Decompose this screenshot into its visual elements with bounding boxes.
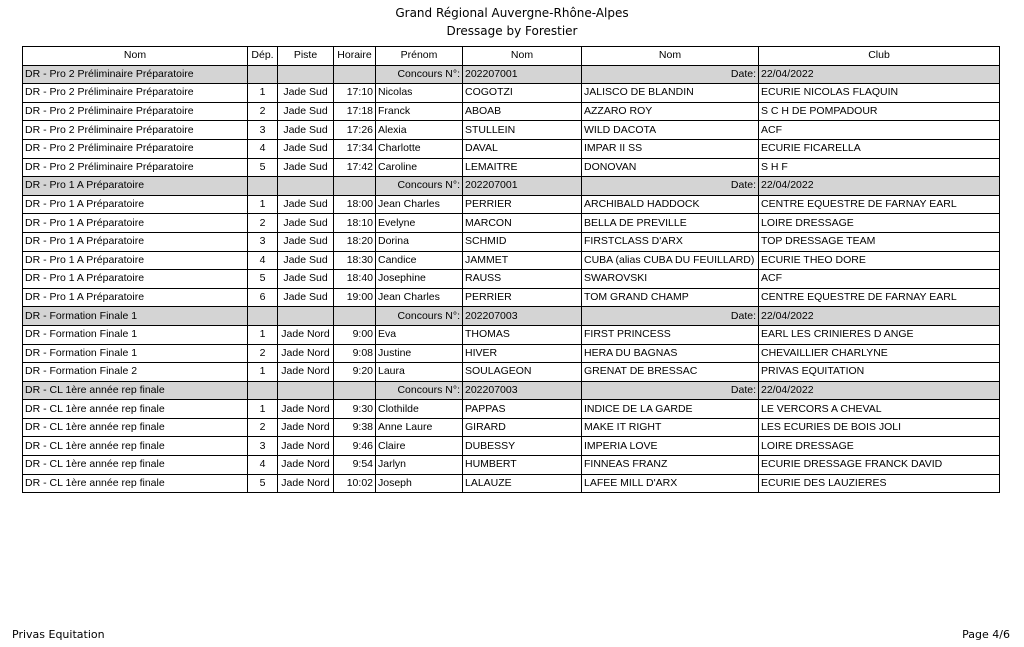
- cell-nom-cheval: IMPERIA LOVE: [582, 437, 759, 456]
- section-name: DR - Formation Finale 1: [23, 307, 248, 326]
- cell-epreuve: DR - CL 1ère année rep finale: [23, 400, 248, 419]
- cell-nom-cheval: ARCHIBALD HADDOCK: [582, 195, 759, 214]
- cell-nom-cavalier: PAPPAS: [463, 400, 582, 419]
- table-body: [23, 65, 1000, 493]
- table-row: [23, 158, 1000, 177]
- footer-page-number: Page 4/6: [962, 628, 1010, 641]
- cell-piste: Jade Nord: [278, 325, 334, 344]
- cell-piste: Jade Sud: [278, 270, 334, 289]
- cell-club: ECURIE THEO DORE: [759, 251, 1000, 270]
- cell-horaire: 18:30: [334, 251, 376, 270]
- cell-nom-cavalier: HIVER: [463, 344, 582, 363]
- cell-piste: Jade Nord: [278, 456, 334, 475]
- table-header-row: [23, 47, 1000, 66]
- cell-prenom: Alexia: [376, 121, 463, 140]
- cell-horaire: 9:08: [334, 344, 376, 363]
- cell-piste: Jade Nord: [278, 418, 334, 437]
- cell-epreuve: DR - Pro 1 A Préparatoire: [23, 232, 248, 251]
- cell-piste: Jade Nord: [278, 474, 334, 493]
- page-title: Grand Régional Auvergne-Rhône-Alpes: [395, 6, 629, 20]
- section-empty-cell: [278, 65, 334, 84]
- cell-prenom: Caroline: [376, 158, 463, 177]
- cell-nom-cheval: WILD DACOTA: [582, 121, 759, 140]
- cell-epreuve: DR - CL 1ère année rep finale: [23, 456, 248, 475]
- cell-nom-cheval: BELLA DE PREVILLE: [582, 214, 759, 233]
- cell-prenom: Claire: [376, 437, 463, 456]
- cell-club: LOIRE DRESSAGE: [759, 437, 1000, 456]
- col-header-dep: Dép.: [248, 47, 278, 66]
- cell-prenom: Jean Charles: [376, 288, 463, 307]
- table-row: [23, 418, 1000, 437]
- cell-prenom: Jean Charles: [376, 195, 463, 214]
- cell-piste: Jade Sud: [278, 195, 334, 214]
- cell-epreuve: DR - Pro 2 Préliminaire Préparatoire: [23, 84, 248, 103]
- table-row: [23, 474, 1000, 493]
- cell-epreuve: DR - Pro 1 A Préparatoire: [23, 270, 248, 289]
- cell-piste: Jade Sud: [278, 251, 334, 270]
- cell-nom-cheval: HERA DU BAGNAS: [582, 344, 759, 363]
- cell-horaire: 9:30: [334, 400, 376, 419]
- concours-label: Concours N°:: [376, 65, 463, 84]
- cell-piste: Jade Sud: [278, 214, 334, 233]
- cell-horaire: 10:02: [334, 474, 376, 493]
- table-row: [23, 325, 1000, 344]
- cell-horaire: 9:38: [334, 418, 376, 437]
- cell-epreuve: DR - Pro 1 A Préparatoire: [23, 251, 248, 270]
- cell-dep: 6: [248, 288, 278, 307]
- cell-prenom: Franck: [376, 102, 463, 121]
- cell-horaire: 9:54: [334, 456, 376, 475]
- section-date: 22/04/2022: [759, 307, 1000, 326]
- cell-prenom: Laura: [376, 363, 463, 382]
- concours-label: Concours N°:: [376, 307, 463, 326]
- cell-piste: Jade Sud: [278, 84, 334, 103]
- footer-organizer: Privas Equitation: [12, 628, 105, 641]
- table-row: [23, 232, 1000, 251]
- cell-dep: 1: [248, 325, 278, 344]
- col-header-nom-cavalier: Nom: [463, 47, 582, 66]
- table-row: [23, 139, 1000, 158]
- cell-dep: 3: [248, 121, 278, 140]
- cell-prenom: Justine: [376, 344, 463, 363]
- table-row: [23, 400, 1000, 419]
- cell-nom-cheval: TOM GRAND CHAMP: [582, 288, 759, 307]
- cell-epreuve: DR - Formation Finale 1: [23, 325, 248, 344]
- cell-club: ECURIE DRESSAGE FRANCK DAVID: [759, 456, 1000, 475]
- table-row: [23, 102, 1000, 121]
- cell-club: ACF: [759, 270, 1000, 289]
- cell-nom-cheval: JALISCO DE BLANDIN: [582, 84, 759, 103]
- cell-club: ECURIE NICOLAS FLAQUIN: [759, 84, 1000, 103]
- start-list-table: [22, 46, 1000, 493]
- section-empty-cell: [248, 65, 278, 84]
- cell-piste: Jade Nord: [278, 344, 334, 363]
- cell-prenom: Evelyne: [376, 214, 463, 233]
- cell-horaire: 17:18: [334, 102, 376, 121]
- cell-nom-cavalier: MARCON: [463, 214, 582, 233]
- cell-piste: Jade Sud: [278, 232, 334, 251]
- cell-nom-cavalier: STULLEIN: [463, 121, 582, 140]
- cell-dep: 4: [248, 139, 278, 158]
- table-row: [23, 363, 1000, 382]
- cell-club: S H F: [759, 158, 1000, 177]
- cell-nom-cheval: DONOVAN: [582, 158, 759, 177]
- cell-horaire: 18:20: [334, 232, 376, 251]
- cell-prenom: Candice: [376, 251, 463, 270]
- cell-club: TOP DRESSAGE TEAM: [759, 232, 1000, 251]
- cell-nom-cheval: AZZARO ROY: [582, 102, 759, 121]
- date-label: Date:: [582, 381, 759, 400]
- cell-epreuve: DR - Formation Finale 2: [23, 363, 248, 382]
- cell-nom-cheval: FIRSTCLASS D'ARX: [582, 232, 759, 251]
- cell-dep: 3: [248, 437, 278, 456]
- cell-nom-cavalier: ABOAB: [463, 102, 582, 121]
- cell-epreuve: DR - Pro 2 Préliminaire Préparatoire: [23, 139, 248, 158]
- cell-epreuve: DR - Pro 1 A Préparatoire: [23, 288, 248, 307]
- date-label: Date:: [582, 307, 759, 326]
- col-header-horaire: Horaire: [334, 47, 376, 66]
- concours-number: 202207001: [463, 177, 582, 196]
- section-empty-cell: [334, 65, 376, 84]
- cell-prenom: Eva: [376, 325, 463, 344]
- cell-club: LOIRE DRESSAGE: [759, 214, 1000, 233]
- table-row: [23, 456, 1000, 475]
- col-header-piste: Piste: [278, 47, 334, 66]
- date-label: Date:: [582, 177, 759, 196]
- cell-nom-cavalier: LEMAITRE: [463, 158, 582, 177]
- cell-nom-cheval: SWAROVSKI: [582, 270, 759, 289]
- cell-dep: 2: [248, 102, 278, 121]
- section-empty-cell: [248, 177, 278, 196]
- section-date: 22/04/2022: [759, 65, 1000, 84]
- cell-club: ACF: [759, 121, 1000, 140]
- section-empty-cell: [278, 381, 334, 400]
- table-row: [23, 214, 1000, 233]
- cell-club: LES ECURIES DE BOIS JOLI: [759, 418, 1000, 437]
- cell-horaire: 17:42: [334, 158, 376, 177]
- cell-piste: Jade Nord: [278, 400, 334, 419]
- cell-epreuve: DR - CL 1ère année rep finale: [23, 418, 248, 437]
- cell-piste: Jade Sud: [278, 158, 334, 177]
- cell-nom-cheval: FIRST PRINCESS: [582, 325, 759, 344]
- cell-dep: 1: [248, 84, 278, 103]
- cell-epreuve: DR - Formation Finale 1: [23, 344, 248, 363]
- cell-piste: Jade Sud: [278, 139, 334, 158]
- col-header-nom-cheval: Nom: [582, 47, 759, 66]
- cell-prenom: Anne Laure: [376, 418, 463, 437]
- cell-dep: 1: [248, 195, 278, 214]
- section-header-row: [23, 307, 1000, 326]
- cell-club: ECURIE DES LAUZIERES: [759, 474, 1000, 493]
- table-row: [23, 437, 1000, 456]
- cell-horaire: 18:10: [334, 214, 376, 233]
- section-empty-cell: [334, 307, 376, 326]
- cell-piste: Jade Nord: [278, 363, 334, 382]
- section-header-row: [23, 177, 1000, 196]
- cell-nom-cavalier: THOMAS: [463, 325, 582, 344]
- cell-prenom: Joseph: [376, 474, 463, 493]
- section-name: DR - Pro 2 Préliminaire Préparatoire: [23, 65, 248, 84]
- cell-nom-cavalier: COGOTZI: [463, 84, 582, 103]
- cell-nom-cavalier: SCHMID: [463, 232, 582, 251]
- table-row: [23, 288, 1000, 307]
- cell-horaire: 17:34: [334, 139, 376, 158]
- cell-nom-cavalier: PERRIER: [463, 195, 582, 214]
- cell-epreuve: DR - Pro 2 Préliminaire Préparatoire: [23, 102, 248, 121]
- table-row: [23, 195, 1000, 214]
- cell-prenom: Charlotte: [376, 139, 463, 158]
- cell-dep: 4: [248, 456, 278, 475]
- cell-dep: 2: [248, 344, 278, 363]
- cell-horaire: 9:00: [334, 325, 376, 344]
- cell-nom-cavalier: DAVAL: [463, 139, 582, 158]
- concours-label: Concours N°:: [376, 381, 463, 400]
- concours-number: 202207001: [463, 65, 582, 84]
- cell-nom-cheval: IMPAR II SS: [582, 139, 759, 158]
- cell-nom-cavalier: PERRIER: [463, 288, 582, 307]
- cell-prenom: Nicolas: [376, 84, 463, 103]
- cell-nom-cavalier: DUBESSY: [463, 437, 582, 456]
- cell-club: LE VERCORS A CHEVAL: [759, 400, 1000, 419]
- cell-epreuve: DR - CL 1ère année rep finale: [23, 474, 248, 493]
- section-name: DR - CL 1ère année rep finale: [23, 381, 248, 400]
- cell-horaire: 18:00: [334, 195, 376, 214]
- cell-dep: 2: [248, 214, 278, 233]
- col-header-epreuve: Nom: [23, 47, 248, 66]
- col-header-club: Club: [759, 47, 1000, 66]
- cell-nom-cavalier: HUMBERT: [463, 456, 582, 475]
- cell-dep: 1: [248, 400, 278, 419]
- cell-nom-cheval: MAKE IT RIGHT: [582, 418, 759, 437]
- cell-prenom: Josephine: [376, 270, 463, 289]
- table-row: [23, 251, 1000, 270]
- table-row: [23, 121, 1000, 140]
- concours-label: Concours N°:: [376, 177, 463, 196]
- cell-club: EARL LES CRINIERES D ANGE: [759, 325, 1000, 344]
- cell-dep: 4: [248, 251, 278, 270]
- section-empty-cell: [278, 307, 334, 326]
- cell-dep: 2: [248, 418, 278, 437]
- cell-epreuve: DR - Pro 1 A Préparatoire: [23, 195, 248, 214]
- cell-nom-cavalier: GIRARD: [463, 418, 582, 437]
- section-empty-cell: [248, 307, 278, 326]
- cell-nom-cheval: GRENAT DE BRESSAC: [582, 363, 759, 382]
- cell-club: S C H DE POMPADOUR: [759, 102, 1000, 121]
- section-header-row: [23, 381, 1000, 400]
- cell-epreuve: DR - Pro 2 Préliminaire Préparatoire: [23, 158, 248, 177]
- cell-epreuve: DR - Pro 2 Préliminaire Préparatoire: [23, 121, 248, 140]
- table-row: [23, 344, 1000, 363]
- cell-prenom: Clothilde: [376, 400, 463, 419]
- section-date: 22/04/2022: [759, 381, 1000, 400]
- section-date: 22/04/2022: [759, 177, 1000, 196]
- cell-piste: Jade Nord: [278, 437, 334, 456]
- table-row: [23, 84, 1000, 103]
- cell-prenom: Dorina: [376, 232, 463, 251]
- cell-dep: 1: [248, 363, 278, 382]
- cell-nom-cheval: LAFEE MILL D'ARX: [582, 474, 759, 493]
- col-header-prenom: Prénom: [376, 47, 463, 66]
- cell-horaire: 17:10: [334, 84, 376, 103]
- section-empty-cell: [278, 177, 334, 196]
- table-row: [23, 270, 1000, 289]
- cell-horaire: 17:26: [334, 121, 376, 140]
- cell-horaire: 19:00: [334, 288, 376, 307]
- cell-nom-cavalier: JAMMET: [463, 251, 582, 270]
- cell-epreuve: DR - CL 1ère année rep finale: [23, 437, 248, 456]
- page-subtitle: Dressage by Forestier: [446, 24, 578, 38]
- cell-club: CENTRE EQUESTRE DE FARNAY EARL: [759, 288, 1000, 307]
- cell-prenom: Jarlyn: [376, 456, 463, 475]
- section-empty-cell: [248, 381, 278, 400]
- cell-club: ECURIE FICARELLA: [759, 139, 1000, 158]
- cell-horaire: 9:46: [334, 437, 376, 456]
- cell-piste: Jade Sud: [278, 102, 334, 121]
- cell-epreuve: DR - Pro 1 A Préparatoire: [23, 214, 248, 233]
- cell-piste: Jade Sud: [278, 288, 334, 307]
- concours-number: 202207003: [463, 307, 582, 326]
- cell-club: PRIVAS EQUITATION: [759, 363, 1000, 382]
- cell-club: CENTRE EQUESTRE DE FARNAY EARL: [759, 195, 1000, 214]
- section-header-row: [23, 65, 1000, 84]
- cell-piste: Jade Sud: [278, 121, 334, 140]
- cell-nom-cavalier: RAUSS: [463, 270, 582, 289]
- date-label: Date:: [582, 65, 759, 84]
- section-empty-cell: [334, 177, 376, 196]
- cell-horaire: 18:40: [334, 270, 376, 289]
- cell-nom-cheval: CUBA (alias CUBA DU FEUILLARD): [582, 251, 759, 270]
- cell-horaire: 9:20: [334, 363, 376, 382]
- cell-dep: 5: [248, 158, 278, 177]
- concours-number: 202207003: [463, 381, 582, 400]
- section-name: DR - Pro 1 A Préparatoire: [23, 177, 248, 196]
- cell-nom-cavalier: SOULAGEON: [463, 363, 582, 382]
- section-empty-cell: [334, 381, 376, 400]
- cell-dep: 5: [248, 474, 278, 493]
- cell-dep: 3: [248, 232, 278, 251]
- cell-nom-cheval: FINNEAS FRANZ: [582, 456, 759, 475]
- cell-nom-cheval: INDICE DE LA GARDE: [582, 400, 759, 419]
- cell-dep: 5: [248, 270, 278, 289]
- cell-club: CHEVAILLIER CHARLYNE: [759, 344, 1000, 363]
- cell-nom-cavalier: LALAUZE: [463, 474, 582, 493]
